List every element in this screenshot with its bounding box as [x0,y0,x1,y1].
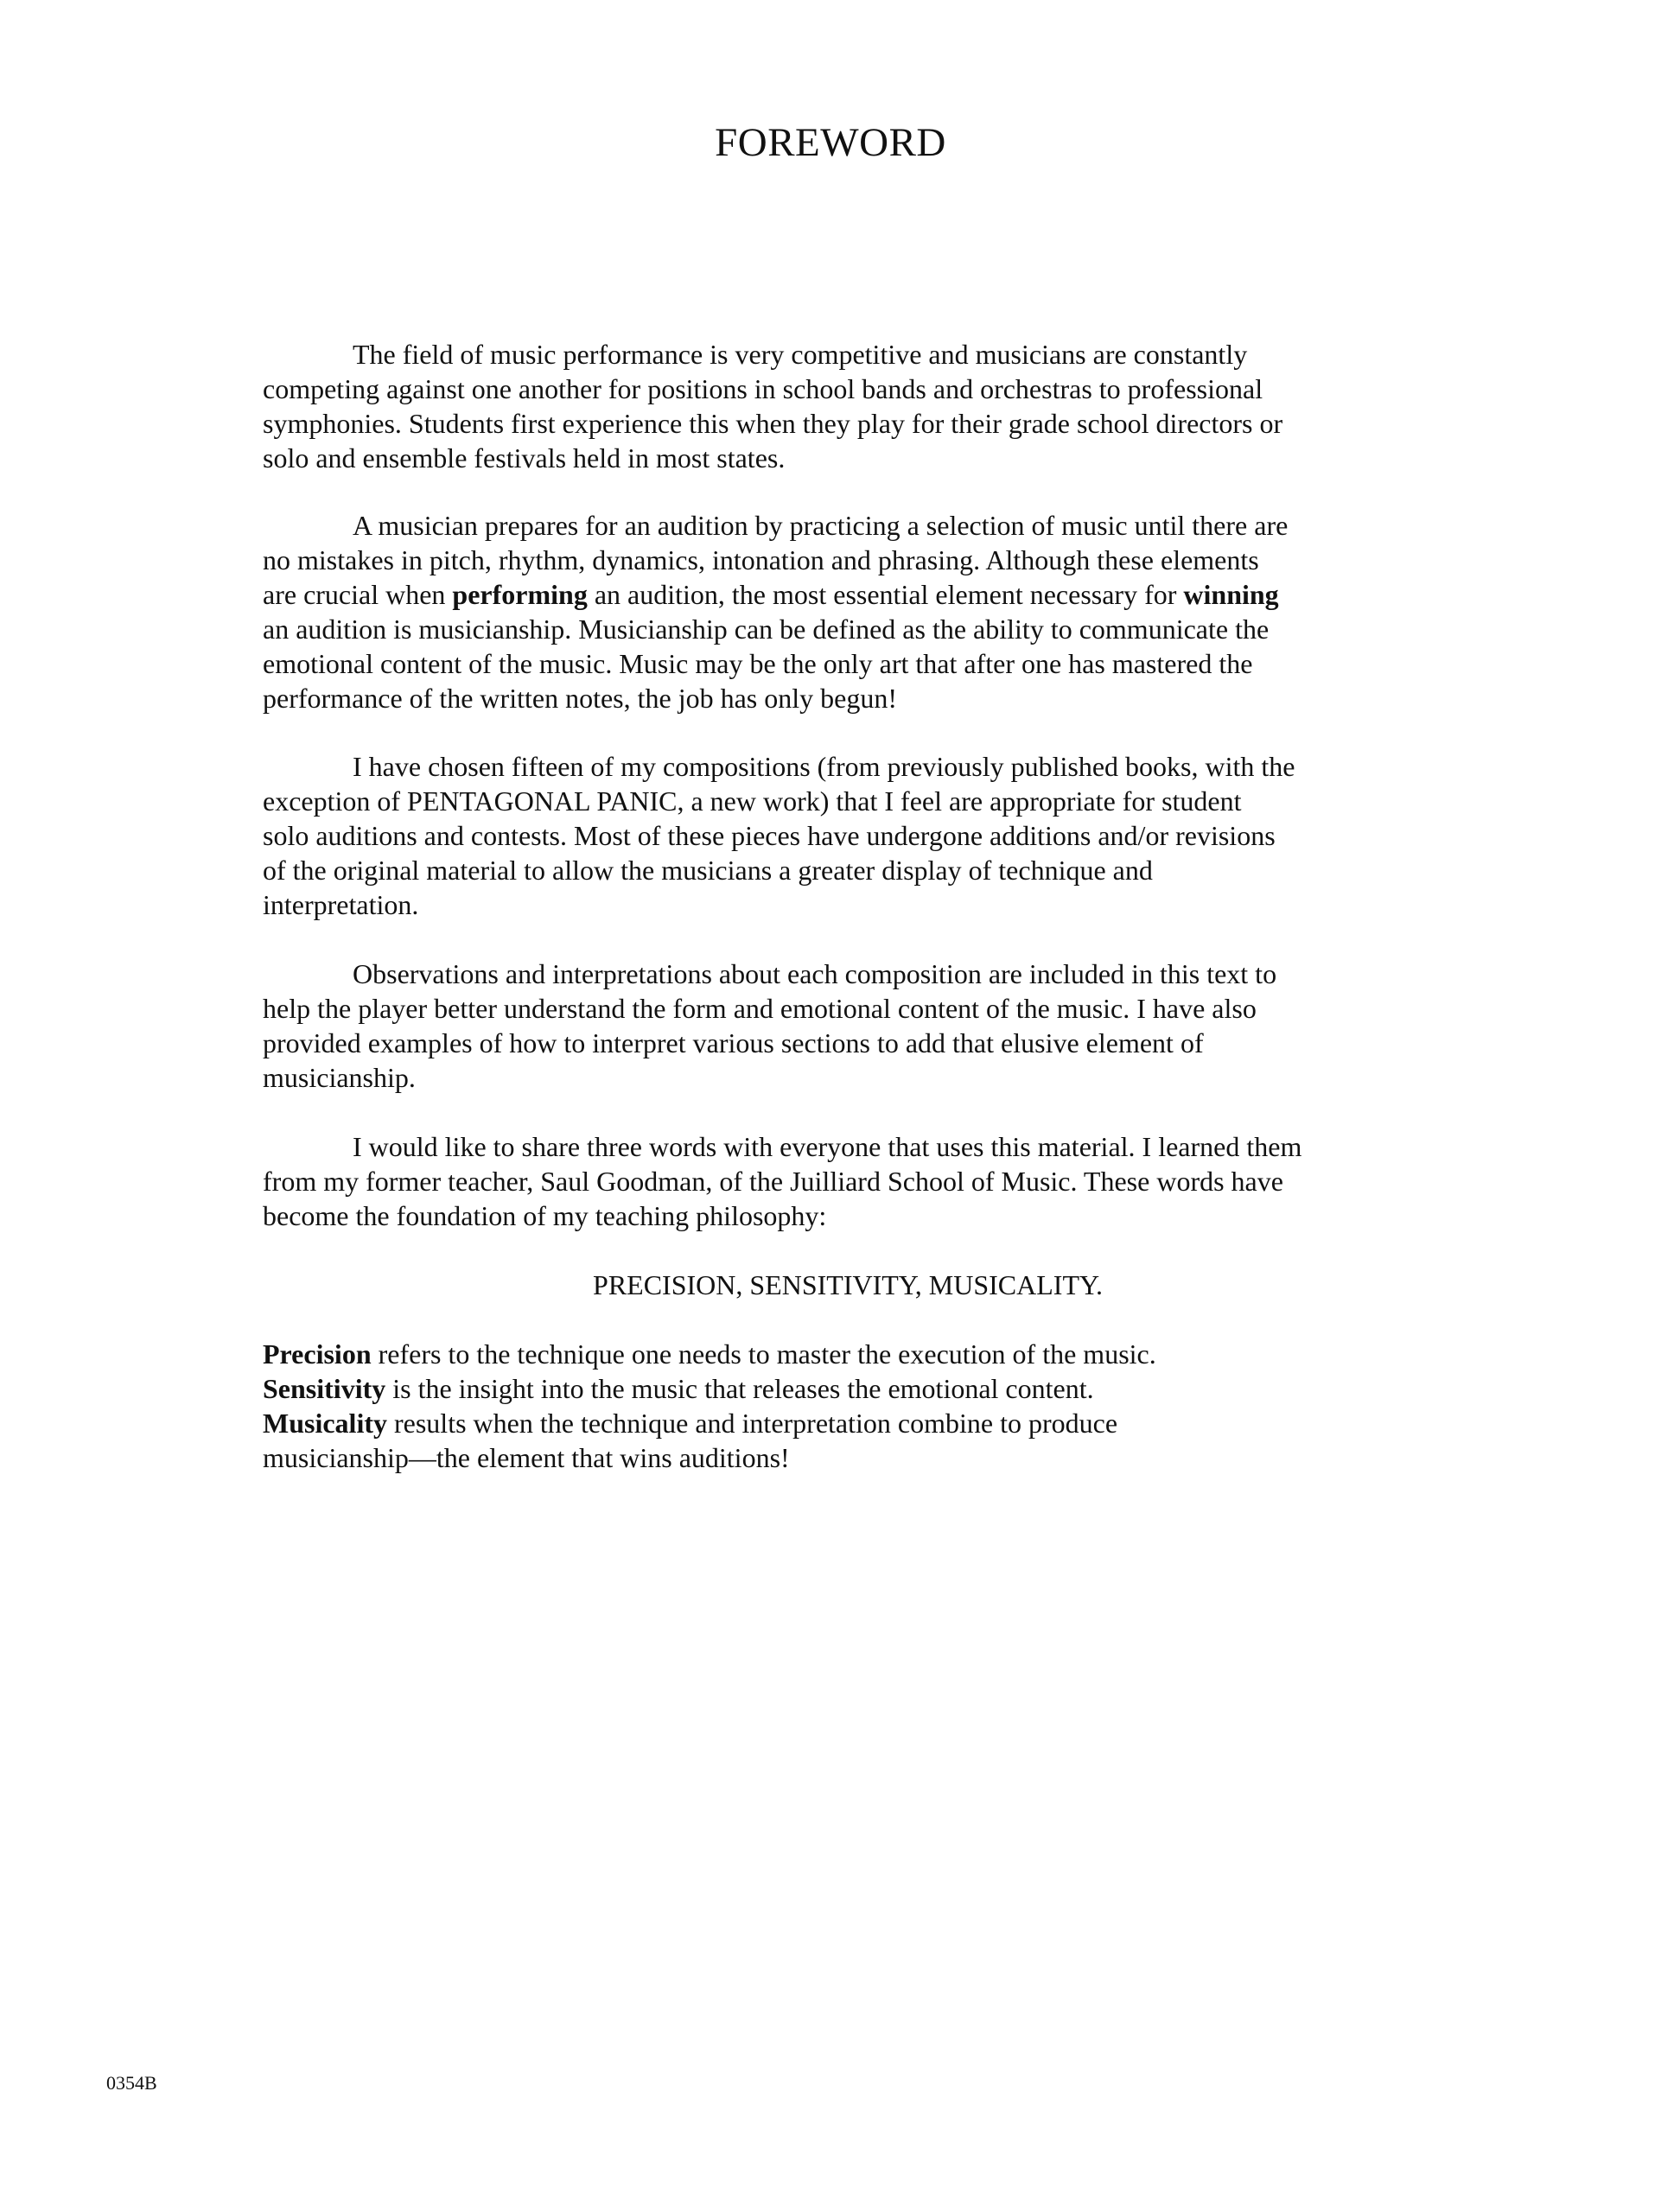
motto-line: PRECISION, SENSITIVITY, MUSICALITY. [593,1269,1103,1300]
catalog-code: 0354B [106,2072,157,2094]
definition-sensitivity: Sensitivity is the insight into the music that releases the emotional content. [263,1373,1094,1404]
definition-precision: Precision refers to the technique one needs to master the execution of the music. [263,1338,1156,1370]
definitions-block [263,1337,1403,1475]
term-musicality: Musicality [263,1408,387,1439]
paragraph-competition [263,337,1403,475]
bold-performing: performing [452,579,588,610]
paragraph-line: an audition is musicianship. Musicianship can be defined as the ability to communicate the [263,613,1270,645]
definition-final-line: musicianship—the element that wins auditions! [263,1442,790,1473]
paragraph-line: Observations and interpretations about each composition are included in this text to [353,958,1277,989]
paragraph-three-words [263,1129,1403,1233]
paragraph-line: interpretation. [263,889,419,920]
paragraph-compositions [263,749,1403,922]
paragraph-line: musicianship. [263,1062,416,1093]
paragraph-line: I have chosen fifteen of my compositions (from previously published books, with the [353,751,1295,782]
paragraph-line: competing against one another for positions in school bands and orchestras to professional [263,373,1263,404]
paragraph-line: become the foundation of my teaching philosophy: [263,1200,827,1231]
bold-winning: winning [1183,579,1279,610]
paragraph-line: symphonies. Students first experience this when they play for their grade school directors or [263,408,1283,439]
paragraph-line: are crucial when performing an audition, the most essential element necessary for winning [263,579,1279,610]
paragraph-line: provided examples of how to interpret various sections to add that elusive element of [263,1027,1204,1058]
page-title: FOREWORD [715,120,946,165]
paragraph-line: solo auditions and contests. Most of these pieces have undergone additions and/or revisions [263,820,1276,851]
paragraph-line: help the player better understand the form and emotional content of the music. I have also [263,993,1257,1024]
paragraph-line: performance of the written notes, the job has only begun! [263,683,897,714]
term-precision: Precision [263,1338,372,1370]
paragraph-line: I would like to share three words with everyone that uses this material. I learned them [353,1131,1302,1162]
paragraph-musicianship [263,508,1403,715]
paragraph-line: no mistakes in pitch, rhythm, dynamics, intonation and phrasing. Although these elements [263,544,1259,575]
paragraph-line: exception of PENTAGONAL PANIC, a new work) that I feel are appropriate for student [263,785,1242,817]
definition-musicality: Musicality results when the technique and interpretation combine to produce [263,1408,1118,1439]
paragraph-line: from my former teacher, Saul Goodman, of the Juilliard School of Music. These words have [263,1166,1283,1197]
paragraph-line: solo and ensemble festivals held in most states. [263,442,786,474]
paragraph-observations [263,957,1403,1095]
paragraph-line: The field of music performance is very competitive and musicians are constantly [353,339,1248,370]
paragraph-line: A musician prepares for an audition by practicing a selection of music until there are [353,510,1289,541]
paragraph-line: of the original material to allow the musicians a greater display of technique and [263,855,1153,886]
term-sensitivity: Sensitivity [263,1373,386,1404]
paragraph-line: emotional content of the music. Music may be the only art that after one has mastered the [263,648,1253,679]
